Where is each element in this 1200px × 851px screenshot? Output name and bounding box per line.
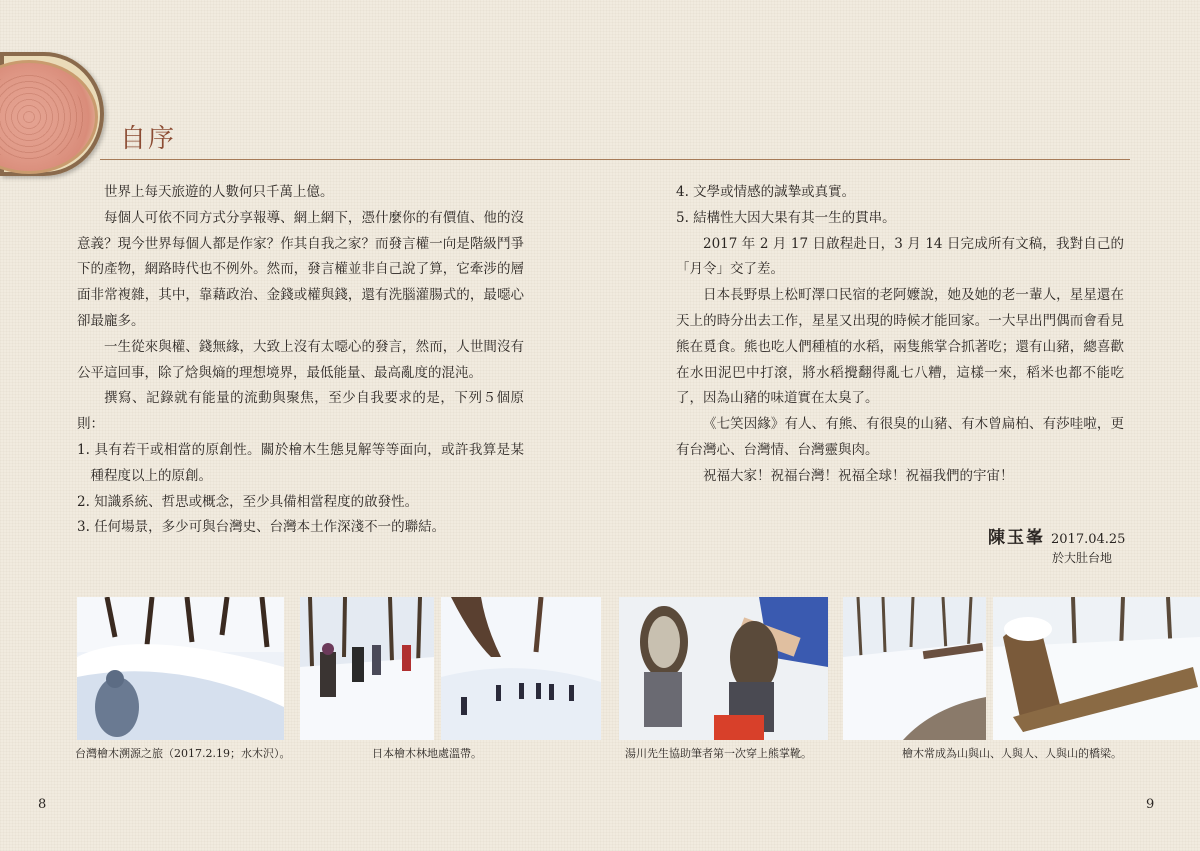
- photo-snowshoes: [619, 597, 828, 740]
- signature-date: 2017.04.25: [1051, 532, 1126, 547]
- photo-caption-1: 台灣檜木溯源之旅（2017.2.19；水木沢）。: [75, 747, 291, 760]
- paragraph: 5. 結構性大因大果有其一生的貫串。: [676, 209, 896, 226]
- wood-slice-icon: [0, 52, 104, 176]
- paragraph: 世界上每天旅遊的人數何只千萬上億。: [104, 184, 334, 200]
- signature-block: [988, 523, 1126, 565]
- paragraph: 祝福大家！祝福台灣！祝福全球！祝福我們的宇宙！: [703, 467, 1014, 484]
- paragraph: 日本長野県上松町澤口民宿的老阿嬤說，她及她的老一輩人，星星還在天上的時分出去工作，星星又出現的時候才能回家。一大早出門偶而會看見熊在覓食。熊也吃人們種植的水稻，兩隻熊掌合抓著吃；還有山豬，總喜歡在水田泥巴中打滾，將水稻攪翻得亂七八糟，這樣一來，稻米也都不能吃了，因為山豬的味道實在太臭了。: [676, 287, 1124, 407]
- photo-caption-4: 檜木常成為山與山、人與人、人與山的橋梁。: [902, 747, 1122, 760]
- left-text-column: [77, 180, 524, 541]
- paragraph: 2. 知識系統、哲思或概念，至少具備相當程度的啟發性。: [77, 493, 419, 510]
- signature-place: 於大肚台地: [1052, 551, 1113, 565]
- photo-caption-2: 日本檜木林地處溫帶。: [372, 747, 482, 760]
- paragraph: 4. 文學或情感的誠摯或真實。: [676, 184, 856, 200]
- photo-hikers-forest: [300, 597, 434, 740]
- paragraph: 一生從來與權、錢無緣，大致上沒有太噁心的發言，然而，人世間沒有公平這回事，除了焓與熵的理想境界，最低能量、最高亂度的混沌。: [77, 338, 524, 381]
- title-divider: [100, 159, 1130, 160]
- right-text-column: [676, 180, 1124, 490]
- photo-snowy-clearing: [441, 597, 601, 740]
- page-title: 自序: [120, 124, 177, 154]
- photo-snow-forest-shadow: [77, 597, 284, 740]
- paragraph: 撰寫、記錄就有能量的流動與聚焦，至少自我要求的是，下列５個原則：: [77, 390, 524, 433]
- paragraph: 《七笑因緣》有人、有熊、有很臭的山豬、有木曾扁柏、有莎哇啦，更有台灣心、台灣情、台灣靈與肉。: [676, 416, 1124, 458]
- page-number-right: 9: [1146, 797, 1155, 812]
- photo-fallen-log: [993, 597, 1200, 740]
- paragraph: 每個人可依不同方式分享報導、網上網下，憑什麼你的有價值、他的沒意義？現今世界每個人都是作家？作其自我之家？而發言權一向是階級鬥爭下的產物，網路時代也不例外。然而，發言權並非自己說了算，它牽涉的層面非常複雜，其中，靠藉政治、金錢或權與錢，還有洗腦灌腸式的，最噁心卻最龐多。: [77, 209, 524, 329]
- paragraph: 1. 具有若干或相當的原創性。關於檜木生態見解等等面向，或許我算是某種程度以上的原創。: [77, 441, 524, 484]
- photo-caption-3: 湯川先生協助筆者第一次穿上熊掌靴。: [625, 747, 812, 760]
- author-name: 陳玉峯: [988, 528, 1045, 548]
- paragraph: 3. 任何場景，多少可與台灣史、台灣本土作深淺不一的聯結。: [77, 519, 446, 536]
- photo-forest-stream: [843, 597, 986, 740]
- page-number-left: 8: [38, 797, 47, 812]
- paragraph: 2017 年 2 月 17 日啟程赴日，3 月 14 日完成所有文稿，我對自己的「月令」交了差。: [676, 235, 1124, 278]
